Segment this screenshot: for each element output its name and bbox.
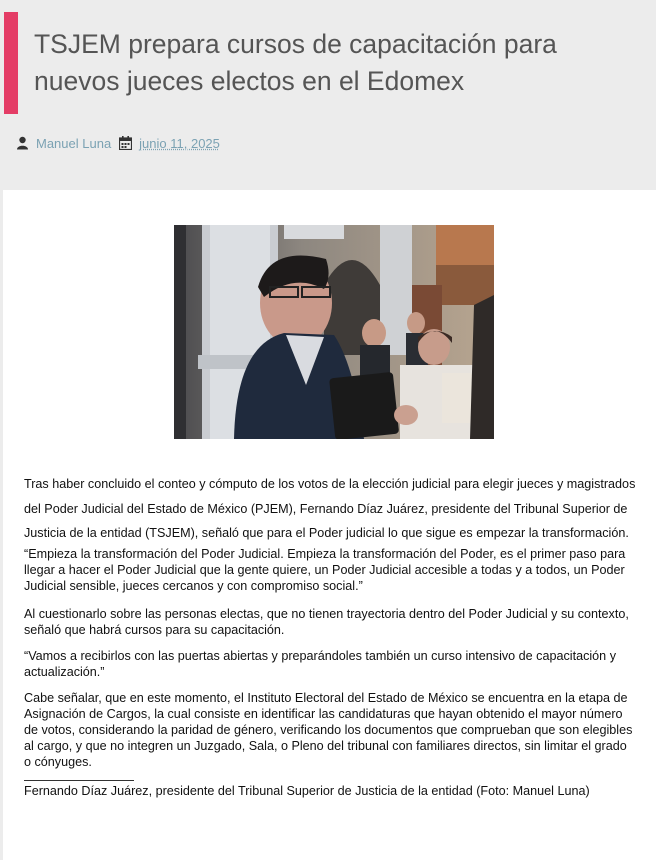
post-meta [16,134,220,152]
article-body [3,190,656,860]
paragraph: Tras haber concluido el conteo y cómputo de los votos de la elección judicial para elegir jueces y magistrados del Poder Judicial del Estado de México (PJEM), Fernando Díaz Juárez, presidente del Tribunal Superior de Justicia de la entidad (TSJEM), señaló que para el Poder judicial lo que sigue es empezar la transformación. [24,477,636,540]
article-text [24,472,636,809]
date-link[interactable]: junio 11, 2025 [139,135,220,151]
title-accent-bar [4,12,18,114]
caption-divider [24,780,134,781]
post-title: TSJEM prepara cursos de capacitación para nuevos jueces electos en el Edomex [34,29,557,96]
author-link[interactable]: Manuel Luna [36,135,112,151]
paragraph: “Empieza la transformación del Poder Judicial. Empieza la transformación del Poder, es el primer paso para llegar a hacer el Poder Judicial que la gente quiere, un Poder Judicial accesible a todas y a todos, un Poder Judicial sensible, jueces cercanos y con compromiso social.” [24,546,626,593]
paragraph: Al cuestionarlo sobre las personas electas, que no tienen trayectoria dentro del Poder Judicial y su contexto, señaló que habrá cursos para su capacitación. [24,606,629,637]
post-header [0,0,656,190]
article-photo [174,225,494,439]
paragraph: Cabe señalar, que en este momento, el Instituto Electoral del Estado de México se encuentra en la etapa de Asignación de Cargos, la cual consiste en identificar las candidaturas que hayan obtenido el mayor número de votos, considerando la paridad de género, verificando los documentos que comprueban que son elegibles al cargo, y que no integren un Juzgado, Sala, o Pleno del tribunal con familiares directos, sin limitar el grado o cónyuges. [24,690,633,769]
user-icon [16,136,29,150]
photo-caption: Fernando Díaz Juárez, presidente del Tribunal Superior de Justicia de la entidad (Foto: Manuel Luna) [24,783,590,798]
paragraph: “Vamos a recibirlos con las puertas abiertas y preparándoles también un curso intensivo de capacitación y actualización.” [24,648,616,679]
calendar-icon [119,136,132,150]
